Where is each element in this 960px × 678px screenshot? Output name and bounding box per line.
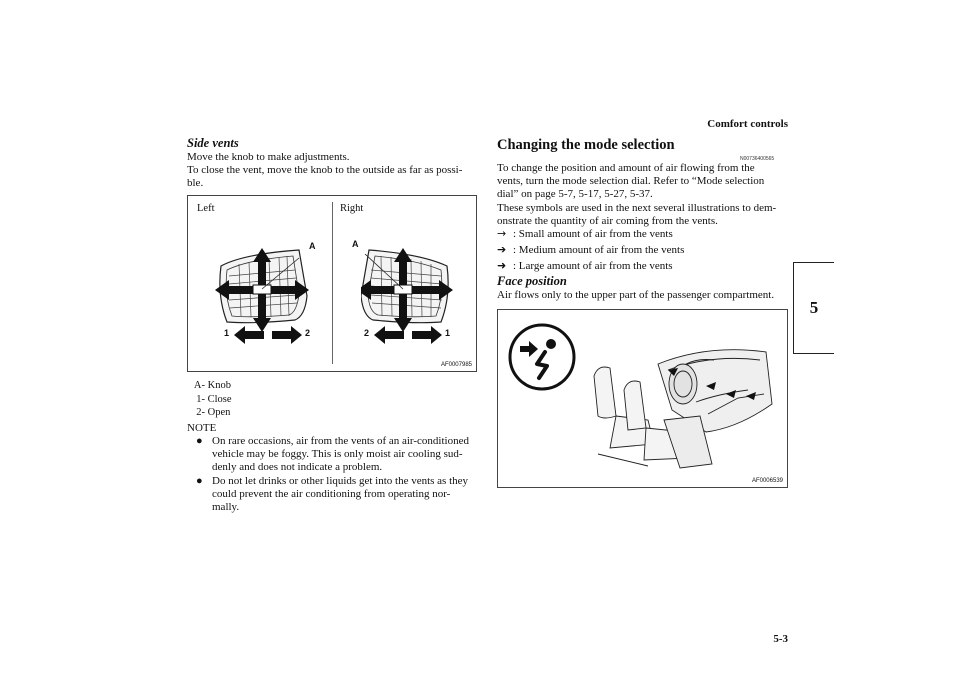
text-line: To change the position and amount of air flowing from the bbox=[497, 162, 755, 174]
small-air-arrow-icon: → bbox=[497, 227, 507, 240]
air-symbol-row bbox=[497, 227, 684, 241]
note-line: could prevent the air conditioning from operating nor- bbox=[212, 487, 451, 500]
chapter-number: 5 bbox=[809, 298, 819, 317]
figure-label-left: Left bbox=[197, 203, 215, 214]
text-line: These symbols are used in the next several illustrations to dem- bbox=[497, 201, 777, 214]
callout-1-left: 1 bbox=[224, 328, 230, 338]
bullet-icon: ● bbox=[196, 474, 203, 487]
text-line: onstrate the quantity of air coming from the vents. bbox=[497, 214, 718, 227]
legend-row bbox=[187, 406, 232, 420]
air-symbol-text: : Large amount of air from the vents bbox=[513, 260, 673, 272]
section-code: N00736400565 bbox=[740, 156, 775, 162]
legend-row bbox=[187, 379, 232, 393]
callout-2-left: 2 bbox=[305, 328, 311, 338]
open-arrow-icon bbox=[374, 326, 404, 344]
legend-text: Knob bbox=[207, 380, 231, 391]
legend-text: Close bbox=[207, 393, 232, 405]
large-air-arrow-icon: ➜ bbox=[497, 259, 507, 272]
text-line: vents, turn the mode selection dial. Refer to “Mode selection bbox=[497, 175, 765, 188]
air-symbol-list bbox=[497, 227, 684, 273]
figure-id: AF0006539 bbox=[751, 478, 783, 484]
legend-text: Open bbox=[207, 407, 231, 418]
face-mode-icon bbox=[507, 322, 577, 392]
air-symbol-text: : Medium amount of air from the vents bbox=[513, 244, 685, 256]
note-line: vehicle may be foggy. This is only moist air cooling sud- bbox=[212, 448, 463, 461]
air-symbol-text: : Small amount of air from the vents bbox=[513, 228, 673, 240]
bullet-icon: ● bbox=[196, 435, 203, 447]
text-line: To close the vent, move the knob to the outside as far as possi- bbox=[187, 164, 463, 177]
callout-2-right: 2 bbox=[364, 328, 370, 338]
open-arrow-icon bbox=[272, 326, 302, 344]
note-list bbox=[196, 435, 492, 514]
page-number: 5-3 bbox=[773, 633, 788, 645]
legend-key: 1- bbox=[196, 393, 205, 405]
callout-a-right: A bbox=[352, 239, 359, 249]
figure-divider bbox=[332, 202, 333, 364]
face-position-heading: Face position bbox=[497, 274, 567, 288]
text-line: ble. bbox=[187, 177, 204, 190]
figure-label-right: Right bbox=[340, 203, 364, 214]
figure-id: AF0007985 bbox=[440, 362, 472, 368]
side-vents-figure bbox=[187, 195, 477, 372]
callout-a-left: A bbox=[309, 241, 316, 251]
air-symbol-row bbox=[497, 243, 684, 257]
air-symbol-row bbox=[497, 259, 684, 273]
note-item bbox=[196, 435, 492, 475]
close-arrow-icon bbox=[234, 326, 264, 344]
note-line: mally. bbox=[212, 501, 240, 514]
note-line: denly and does not indicate a problem. bbox=[212, 461, 383, 474]
note-label: NOTE bbox=[187, 422, 217, 434]
face-position-figure bbox=[497, 309, 788, 488]
side-vents-heading: Side vents bbox=[187, 136, 239, 150]
note-item bbox=[196, 475, 492, 515]
legend-key: A- bbox=[193, 380, 205, 391]
callout-1-right: 1 bbox=[445, 328, 451, 338]
mode-selection-heading: Changing the mode selection bbox=[497, 137, 675, 153]
left-vent-illustration bbox=[213, 236, 328, 351]
figure-legend bbox=[187, 379, 232, 420]
face-position-text: Air flows only to the upper part of the passenger compartment. bbox=[497, 289, 775, 301]
running-header: Comfort controls bbox=[707, 118, 788, 130]
car-interior-illustration bbox=[588, 324, 780, 474]
text-line: dial” on page 5-7, 5-17, 5-27, 5-37. bbox=[497, 188, 653, 201]
mode-selection-text bbox=[497, 162, 776, 228]
medium-air-arrow-icon: ➔ bbox=[497, 243, 507, 256]
note-line: Do not let drinks or other liquids get into the vents as they bbox=[212, 474, 469, 487]
legend-key: 2- bbox=[196, 407, 205, 418]
legend-row bbox=[187, 393, 232, 407]
side-vents-text bbox=[187, 151, 462, 191]
close-arrow-icon bbox=[412, 326, 442, 344]
text-line: Move the knob to make adjustments. bbox=[187, 151, 350, 163]
chapter-tab bbox=[793, 262, 834, 354]
note-line: On rare occasions, air from the vents of an air-conditioned bbox=[212, 435, 469, 447]
